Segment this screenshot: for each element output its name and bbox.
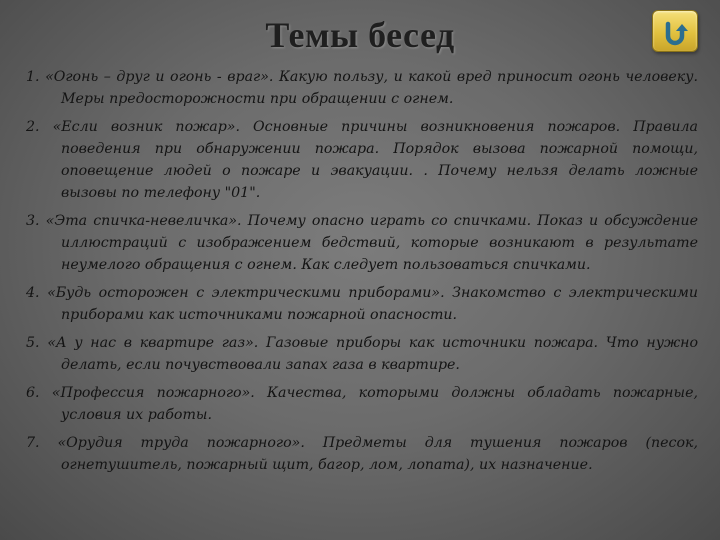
back-button[interactable] (652, 10, 698, 52)
topic-item: 3. «Эта спичка-невеличка». Почему опасно играть со спичками. Показ и обсуждение иллюстраций с изображением бедствий, которые возникают в результате неумелого обращения с огнем. Как следует пользоваться спичками. (26, 213, 698, 273)
u-turn-arrow-icon (659, 15, 691, 47)
topic-item: 1. «Огонь – друг и огонь - враг». Какую пользу, и какой вред приносит огонь человеку. Меры предосторожности при обращении с огнем. (26, 69, 698, 107)
slide-title: Темы бесед (265, 15, 455, 55)
topics-list (26, 66, 698, 476)
topic-item: 5. «А у нас в квартире газ». Газовые приборы как источники пожара. Что нужно делать, если почувствовали запах газа в квартире. (26, 335, 698, 373)
topic-item: 7. «Орудия труда пожарного». Предметы для тушения пожаров (песок, огнетушитель, пожарный щит, багор, лом, лопата), их назначение. (26, 435, 698, 473)
topic-item: 4. «Будь осторожен с электрическими приборами». Знакомство с электрическими приборами как источниками пожарной опасности. (26, 285, 698, 323)
topic-item: 6. «Профессия пожарного». Качества, которыми должны обладать пожарные, условия их работы. (26, 385, 698, 423)
topic-item: 2. «Если возник пожар». Основные причины возникновения пожаров. Правила поведения при обнаружении пожара. Порядок вызова пожарной помощи, оповещение людей о пожаре и эвакуации. . Почему нельзя делать ложные вызовы по телефону "01". (26, 119, 698, 201)
